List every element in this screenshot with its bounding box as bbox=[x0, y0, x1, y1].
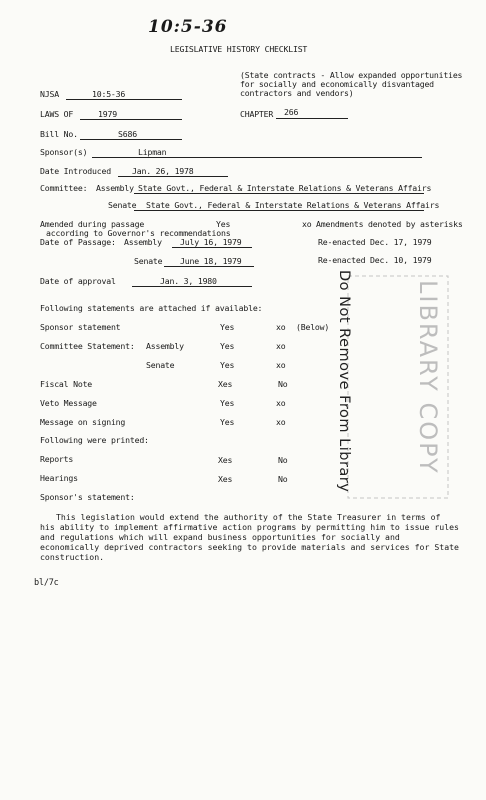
amended-sub: according to Governor's recommendations bbox=[46, 228, 231, 238]
date-introduced-underline bbox=[118, 176, 228, 177]
item-no: xo bbox=[276, 360, 286, 370]
amended-note: Amendments denoted by asterisks bbox=[316, 219, 463, 229]
committee-assembly-label: Assembly bbox=[96, 183, 134, 193]
laws-of-underline bbox=[80, 119, 182, 120]
sponsor-statement-text bbox=[40, 512, 460, 562]
sponsor-statement-label: Sponsor's statement: bbox=[40, 492, 135, 502]
stamp-library-copy: LIBRARY COPY bbox=[414, 280, 442, 475]
item-no: xo bbox=[276, 398, 286, 408]
date-of-approval-label: Date of approval bbox=[40, 276, 116, 286]
sponsor-underline bbox=[92, 157, 422, 158]
date-introduced-label: Date Introduced bbox=[40, 166, 111, 176]
sponsor-label: Sponsor(s) bbox=[40, 147, 88, 157]
item-label: Fiscal Note bbox=[40, 379, 93, 389]
date-of-approval-value: Jan. 3, 1980 bbox=[160, 276, 217, 286]
footer-initials: bl/7c bbox=[34, 578, 59, 588]
printed-heading: Following were printed: bbox=[40, 435, 149, 445]
amended-yes: Yes bbox=[216, 219, 231, 229]
handwritten-number: 10:5-36 bbox=[148, 17, 228, 37]
item-yes: Xes bbox=[218, 474, 233, 484]
committee-assembly-value: State Govt., Federal & Interstate Relations & Veterans Affairs bbox=[138, 183, 432, 193]
item-sub: Senate bbox=[146, 360, 175, 370]
njsa-underline bbox=[66, 99, 182, 100]
passage-senate-label: Senate bbox=[134, 256, 163, 266]
item-sub: Assembly bbox=[146, 341, 184, 351]
item-label: Message on signing bbox=[40, 417, 126, 427]
item-no: No bbox=[278, 455, 288, 465]
description-line: contractors and vendors) bbox=[240, 88, 354, 98]
committee-senate-label: Senate bbox=[108, 200, 137, 210]
item-label: Reports bbox=[40, 454, 74, 464]
item-no: xo bbox=[276, 341, 286, 351]
amended-label: Amended during passage bbox=[40, 219, 145, 229]
njsa-label: NJSA bbox=[40, 89, 59, 99]
passage-assembly-label: Assembly bbox=[124, 237, 162, 247]
description-line: (State contracts - Allow expanded opportunities bbox=[240, 70, 463, 80]
item-extra: (Below) bbox=[296, 322, 330, 332]
bill-no-underline bbox=[80, 139, 182, 140]
item-yes: Yes bbox=[220, 322, 235, 332]
sponsor-value: Lipman bbox=[138, 147, 167, 157]
committee-senate-underline bbox=[134, 210, 424, 211]
chapter-label: CHAPTER bbox=[240, 109, 274, 119]
stamp-do-not-remove: Do Not Remove From Library bbox=[336, 270, 352, 493]
chapter-underline bbox=[276, 118, 348, 119]
item-label: Sponsor statement bbox=[40, 322, 121, 332]
item-no: xo bbox=[276, 322, 286, 332]
date-of-passage-label: Date of Passage: bbox=[40, 237, 116, 247]
attached-heading: Following statements are attached if available: bbox=[40, 303, 263, 313]
amended-no-mark: xo bbox=[302, 219, 312, 229]
item-yes: Yes bbox=[220, 398, 235, 408]
item-yes: Xes bbox=[218, 455, 233, 465]
chapter-value: 266 bbox=[284, 107, 299, 117]
laws-of-label: LAWS OF bbox=[40, 109, 74, 119]
committee-senate-value: State Govt., Federal & Interstate Relations & Veterans Affairs bbox=[146, 200, 440, 210]
item-no: xo bbox=[276, 417, 286, 427]
document-title: LEGISLATIVE HISTORY CHECKLIST bbox=[170, 44, 308, 54]
item-no: No bbox=[278, 379, 288, 389]
passage-senate-reenacted: Re-enacted Dec. 10, 1979 bbox=[318, 255, 432, 265]
date-of-approval-underline bbox=[132, 286, 252, 287]
bill-no-value: S686 bbox=[118, 129, 137, 139]
passage-assembly-value: July 16, 1979 bbox=[180, 237, 242, 247]
sponsor-statement-paragraph: This legislation would extend the authority of the State Treasurer in terms of his ability to implement affirmative action programs by permitting him to issue rules and regulations which will expand business opportunities for socially and economically deprived contractors seeking to provide materials and services for State construction. bbox=[40, 512, 459, 562]
passage-senate-underline bbox=[164, 266, 254, 267]
description-line: for socially and economically disvantaged bbox=[240, 79, 434, 89]
date-introduced-value: Jan. 26, 1978 bbox=[132, 166, 194, 176]
item-yes: Xes bbox=[218, 379, 233, 389]
njsa-value: 10:5-36 bbox=[92, 89, 126, 99]
item-yes: Yes bbox=[220, 360, 235, 370]
committee-label: Committee: bbox=[40, 183, 88, 193]
passage-assembly-underline bbox=[172, 247, 252, 248]
item-label: Veto Message bbox=[40, 398, 97, 408]
laws-of-value: 1979 bbox=[98, 109, 117, 119]
item-label: Hearings bbox=[40, 473, 78, 483]
bill-no-label: Bill No. bbox=[40, 129, 78, 139]
item-yes: Yes bbox=[220, 341, 235, 351]
passage-assembly-reenacted: Re-enacted Dec. 17, 1979 bbox=[318, 237, 432, 247]
item-yes: Yes bbox=[220, 417, 235, 427]
item-label: Committee Statement: bbox=[40, 341, 135, 351]
committee-assembly-underline bbox=[134, 193, 424, 194]
item-no: No bbox=[278, 474, 288, 484]
library-stamp bbox=[312, 270, 452, 510]
passage-senate-value: June 18, 1979 bbox=[180, 256, 242, 266]
